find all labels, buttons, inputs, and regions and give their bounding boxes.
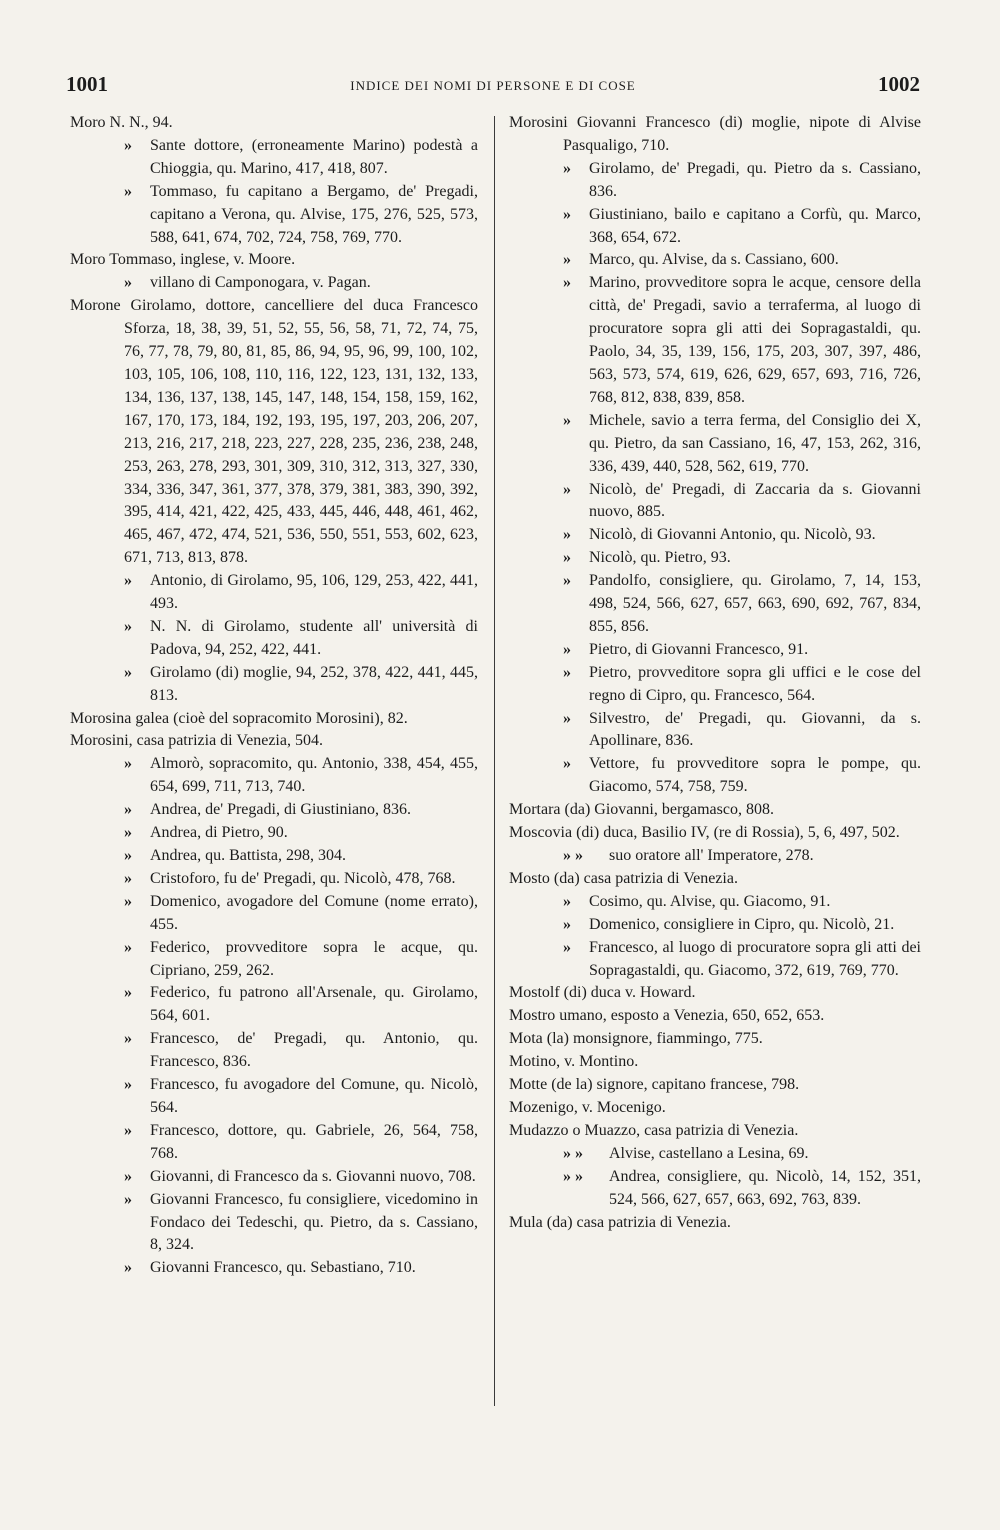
index-entry [509,1074,921,1097]
index-subentry [509,1143,921,1166]
entry-text: Giovanni Francesco, qu. Sebastiano, 710. [150,1259,416,1277]
entry-text: Mula (da) casa patrizia di Venezia. [509,1213,731,1231]
entry-text: Almorò, sopracomito, qu. Antonio, 338, 454, 455, 654, 699, 711, 713, 740. [150,755,478,796]
ditto-mark: » [563,709,571,727]
entry-text: Morosini Giovanni Francesco (di) moglie, nipote di Alvise Pasqualigo, 710. [509,114,921,154]
entry-text: Giustiniano, bailo e capitano a Corfù, qu. Marco, 368, 654, 672. [589,205,921,246]
ditto-mark: » [124,892,132,910]
ditto-mark: » [563,480,571,498]
index-subentry [70,937,478,983]
entry-text: Morone Girolamo, dottore, cancelliere del duca Francesco Sforza, 18, 38, 39, 51, 52, 55, 56, 58, 71, 72, 74, 75, 76, 77, 78, 79, 80, 81, 85, 86, 94, 95, 96, 99, 100, 102, 103, 105, 106, 108, 110, 116, 122, 123, 131, 132, 133, 134, 136, 137, 138, 145, 147, 148, 154, 158, 159, 162, 167, 170, 173, 184, 192, 193, 195, 197, 203, 206, 207, 213, 216, 217, 218, 223, 227, 228, 235, 236, 238, 248, 253, 263, 278, 293, 301, 309, 310, 312, 313, 327, 330, 334, 336, 347, 361, 377, 378, 379, 381, 383, 390, 392, 395, 414, 421, 422, 425, 433, 445, 446, 448, 461, 462, 465, 467, 472, 474, 521, 536, 550, 551, 553, 602, 623, 671, 713, 813, 878. [70,297,478,567]
index-subentry [509,1166,921,1212]
index-subentry [70,570,478,616]
entry-text: Mosto (da) casa patrizia di Venezia. [509,869,738,887]
entry-text: Nicolò, di Giovanni Antonio, qu. Nicolò, 93. [589,526,876,544]
running-title: INDICE DEI NOMI DI PERSONE E DI COSE [350,78,636,93]
entry-text: Andrea, de' Pregadi, di Giustiniano, 836. [150,801,412,819]
ditto-mark: » [124,847,132,864]
ditto-mark: » [124,1167,132,1185]
index-subentry [509,570,921,639]
ditto-mark: » [563,572,571,590]
index-entry [509,868,921,891]
ditto-mark: » [563,159,571,177]
index-subentry [70,822,478,845]
entry-text: Pietro, di Giovanni Francesco, 91. [589,640,809,658]
index-entry [70,730,478,753]
entry-text: Morosini, casa patrizia di Venezia, 504. [70,732,323,750]
index-subentry [509,272,921,409]
entry-text: Giovanni, di Francesco da s. Giovanni nuovo, 708. [150,1167,476,1185]
index-subentry [509,662,921,708]
ditto-mark: » [563,755,571,773]
index-subentry [70,799,478,822]
entry-text: Francesco, al luogo di procuratore sopra gli atti dei Sopragastaldi, qu. Giacomo, 372, 619, 769, 770. [589,938,921,979]
index-subentry [70,1028,478,1074]
entry-text: Pandolfo, consigliere, qu. Girolamo, 7, 14, 153, 498, 524, 566, 627, 657, 663, 690, 692, 767, 834, 855, 856. [589,572,921,635]
entry-text: Andrea, qu. Battista, 298, 304. [150,847,346,864]
entry-text: Domenico, consigliere in Cipro, qu. Nicolò, 21. [589,915,895,933]
entry-text: Nicolò, de' Pregadi, di Zaccaria da s. Giovanni nuovo, 885. [589,480,921,521]
index-entry [509,1097,921,1120]
index-entry [509,1005,921,1028]
index-entry [70,295,478,570]
ditto-mark: » » [563,1167,583,1185]
ditto-mark: » [563,549,571,567]
entry-text: Giovanni Francesco, fu consigliere, vicedomino in Fondaco dei Tedeschi, qu. Pietro, da s. Cassiano, 8, 324. [150,1190,478,1254]
index-entry [509,1212,921,1235]
entry-text: Mostro umano, esposto a Venezia, 650, 652, 653. [509,1007,825,1025]
entry-text: Federico, fu patrono all'Arsenale, qu. Girolamo, 564, 601. [150,984,478,1025]
entry-text: Mudazzo o Muazzo, casa patrizia di Venezia. [509,1121,799,1139]
entry-text: Marco, qu. Alvise, da s. Cassiano, 600. [589,251,839,269]
index-subentry [509,914,921,937]
index-subentry [70,1189,478,1258]
entry-text: N. N. di Girolamo, studente all' università di Padova, 94, 252, 422, 441. [150,617,478,658]
ditto-mark: » [563,274,571,292]
entry-text: Morosina galea (cioè del sopracomito Morosini), 82. [70,709,408,727]
ditto-mark: » [124,617,132,635]
entry-text: Moro N. N., 94. [70,114,173,131]
ditto-mark: » [124,1259,132,1277]
index-column-left [70,112,478,1280]
page-number-left: 1001 [66,72,108,96]
index-entry [70,249,478,272]
entry-text: Vettore, fu provveditore sopra le pompe, qu. Giacomo, 574, 758, 759. [589,755,921,796]
index-subentry [509,204,921,250]
entry-text: Tommaso, fu capitano a Bergamo, de' Pregadi, capitano a Verona, qu. Alvise, 175, 276, 525, 573, 588, 641, 674, 702, 724, 758, 769, 770. [150,182,478,246]
index-subentry [509,639,921,662]
entry-text: Francesco, fu avogadore del Comune, qu. Nicolò, 564. [150,1076,478,1116]
index-entry [509,822,921,845]
ditto-mark: » [124,801,132,819]
index-subentry [509,410,921,479]
index-column-right [509,112,921,1234]
entry-text: Antonio, di Girolamo, 95, 106, 129, 253, 422, 441, 493. [150,572,478,613]
entry-text: suo oratore all' Imperatore, 278. [609,847,814,864]
entry-text: Mozenigo, v. Mocenigo. [509,1098,666,1116]
ditto-mark: » [124,755,132,773]
index-subentry [70,1120,478,1166]
index-entry [509,1028,921,1051]
ditto-mark: » [563,663,571,681]
ditto-mark: » [563,251,571,269]
ditto-mark: » [124,572,132,590]
entry-text: Marino, provveditore sopra le acque, censore della città, de' Pregadi, savio a terraferma, al luogo di procuratore sopra gli atti dei Sopragastaldi, qu. Paolo, 34, 35, 139, 156, 175, 203, 307, 397, 486, 563, 573, 574, 619, 626, 629, 657, 693, 716, 726, 768, 812, 838, 839, 858. [589,274,921,406]
ditto-mark: » » [563,1144,583,1162]
entry-text: Moscovia (di) duca, Basilio IV, (re di Rossia), 5, 6, 497, 502. [509,824,900,842]
entry-text: Girolamo (di) moglie, 94, 252, 378, 422, 441, 445, 813. [150,663,478,704]
index-subentry [70,891,478,937]
entry-text: Cristoforo, fu de' Pregadi, qu. Nicolò, 478, 768. [150,869,456,887]
index-subentry [509,547,921,570]
entry-text: Francesco, dottore, qu. Gabriele, 26, 564, 758, 768. [150,1121,478,1162]
ditto-mark: » [124,984,132,1002]
ditto-mark: » [563,411,571,429]
ditto-mark: » [124,1121,132,1139]
ditto-mark: » [124,663,132,681]
index-subentry [70,1257,478,1280]
page-header [66,72,920,102]
entry-text: Mota (la) monsignore, fiammingo, 775. [509,1030,763,1048]
ditto-mark: » [124,1190,132,1208]
entry-text: Mostolf (di) duca v. Howard. [509,984,696,1002]
ditto-mark: » [563,938,571,956]
index-subentry [509,708,921,754]
index-subentry [509,249,921,272]
ditto-mark: » [124,938,132,956]
index-subentry [70,753,478,799]
ditto-mark: » [124,182,132,200]
entry-text: Federico, provveditore sopra le acque, qu. Cipriano, 259, 262. [150,938,478,979]
index-entry [70,112,478,135]
index-subentry [70,616,478,662]
entry-text: Pietro, provveditore sopra gli uffici e le cose del regno di Cipro, qu. Francesco, 564. [589,663,921,704]
index-subentry [70,135,478,181]
entry-text: Andrea, di Pietro, 90. [150,824,288,842]
index-subentry [509,479,921,525]
index-subentry [70,845,478,868]
ditto-mark: » [563,892,571,910]
index-subentry [509,937,921,983]
entry-text: Cosimo, qu. Alvise, qu. Giacomo, 91. [589,892,831,910]
index-entry [509,1051,921,1074]
ditto-mark: » [124,824,132,842]
ditto-mark: » [124,136,132,154]
index-subentry [509,891,921,914]
entry-text: Girolamo, de' Pregadi, qu. Pietro da s. Cassiano, 836. [589,159,921,200]
entry-text: Michele, savio a terra ferma, del Consiglio dei X, qu. Pietro, da san Cassiano, 16, 47, 153, 262, 316, 336, 439, 440, 528, 562, 619, 770. [589,411,921,475]
index-subentry [70,982,478,1028]
entry-text: Motino, v. Montino. [509,1053,639,1071]
ditto-mark: » [563,915,571,933]
index-subentry [70,868,478,891]
index-subentry [70,1166,478,1189]
entry-text: Alvise, castellano a Lesina, 69. [609,1144,809,1162]
entry-text: Nicolò, qu. Pietro, 93. [589,549,731,567]
ditto-mark: » [563,640,571,658]
entry-text: Domenico, avogadore del Comune (nome errato), 455. [150,892,478,933]
ditto-mark: » [563,526,571,544]
index-entry [509,799,921,822]
entry-text: villano di Camponogara, v. Pagan. [150,274,371,292]
index-subentry [509,524,921,547]
index-subentry [509,845,921,868]
entry-text: Sante dottore, (erroneamente Marino) podestà a Chioggia, qu. Marino, 417, 418, 807. [150,136,478,177]
index-entry [509,1120,921,1143]
ditto-mark: » [124,869,132,887]
entry-text: Andrea, consigliere, qu. Nicolò, 14, 152, 351, 524, 566, 627, 657, 663, 692, 763, 839. [609,1167,921,1208]
index-subentry [70,272,478,295]
entry-text: Motte (de la) signore, capitano francese, 798. [509,1076,800,1094]
index-subentry [509,158,921,204]
index-subentry [70,1074,478,1120]
entry-text: Moro Tommaso, inglese, v. Moore. [70,251,296,269]
ditto-mark: » [563,205,571,223]
page-number-right: 1002 [878,72,920,96]
index-subentry [70,181,478,250]
entry-text: Silvestro, de' Pregadi, qu. Giovanni, da s. Apollinare, 836. [589,709,921,750]
ditto-mark: » [124,1076,132,1094]
entry-text: Mortara (da) Giovanni, bergamasco, 808. [509,801,774,819]
index-entry [509,112,921,158]
column-divider [494,116,495,1406]
index-entry [509,982,921,1005]
index-subentry [509,753,921,799]
entry-text: Francesco, de' Pregadi, qu. Antonio, qu. Francesco, 836. [150,1030,478,1071]
ditto-mark: » » [563,847,583,864]
ditto-mark: » [124,1030,132,1048]
index-subentry [70,662,478,708]
ditto-mark: » [124,274,132,292]
index-entry [70,708,478,731]
